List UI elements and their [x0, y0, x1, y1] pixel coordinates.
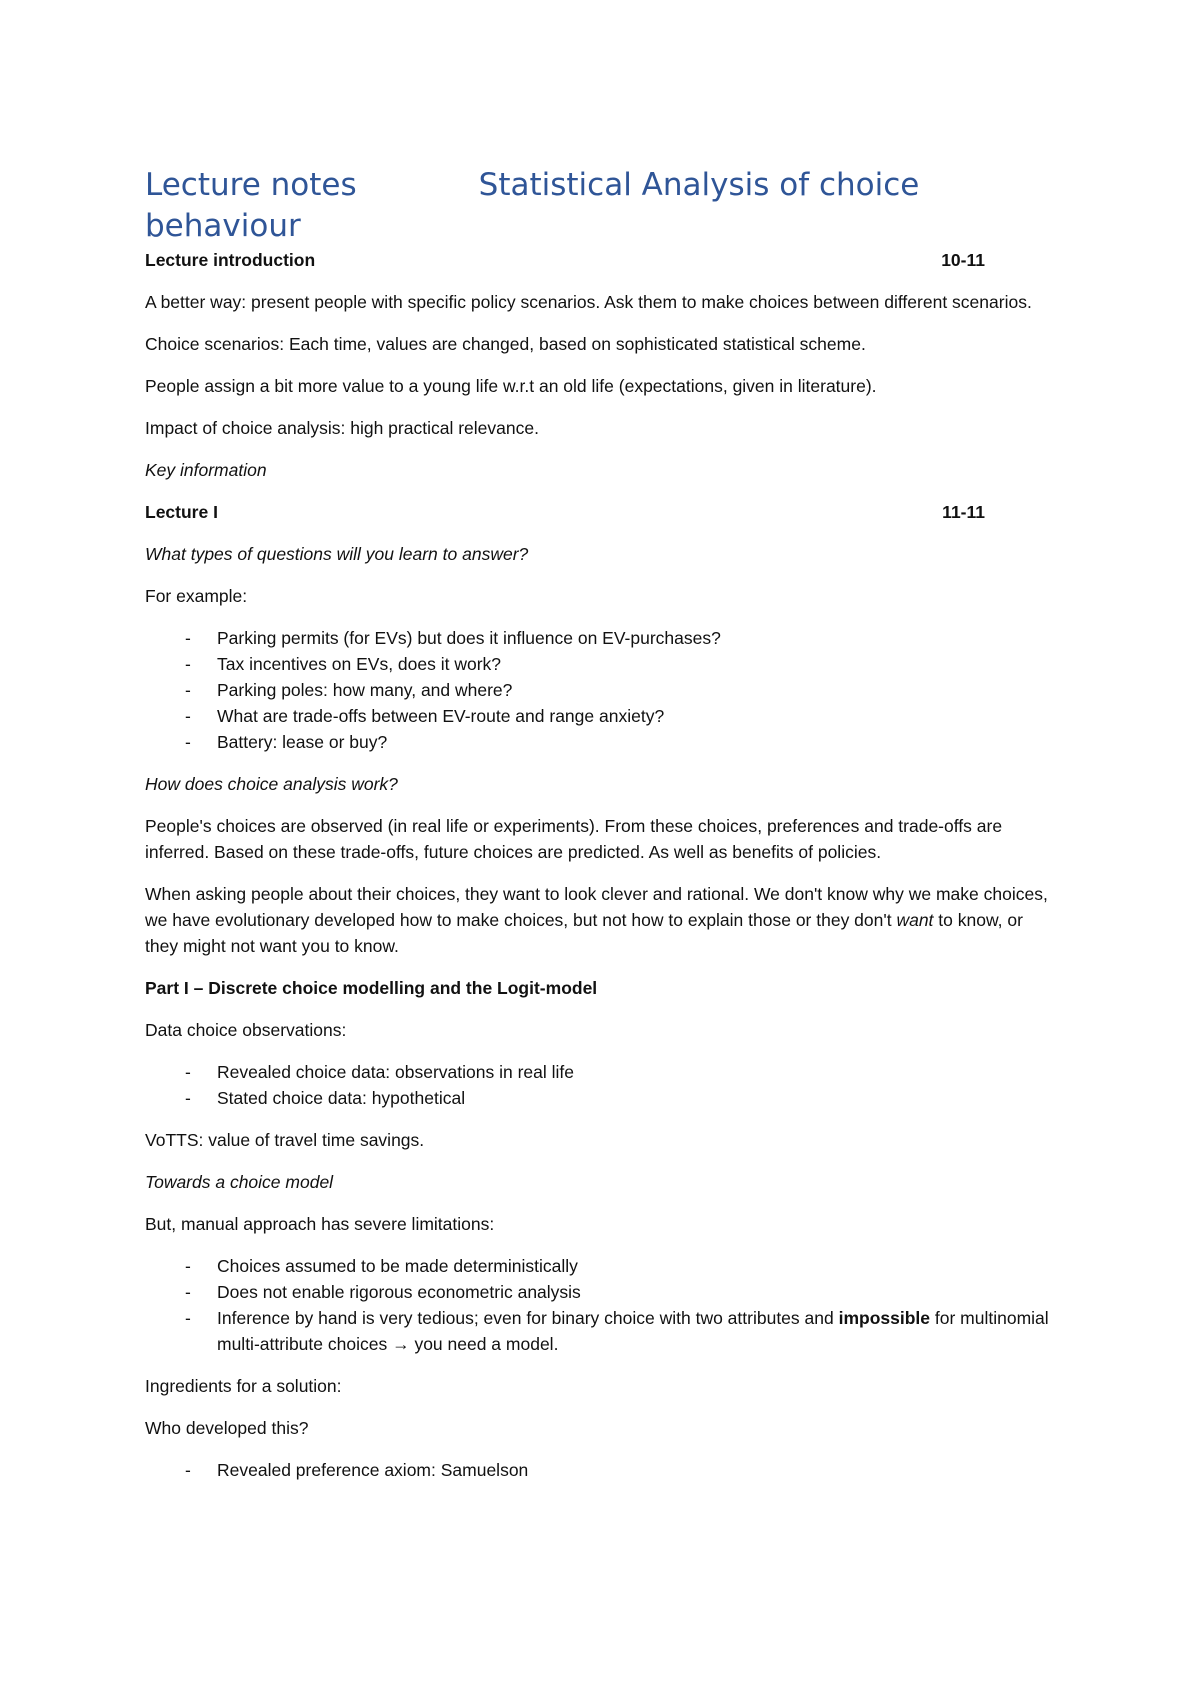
subheading-italic: How does choice analysis work? — [145, 774, 398, 794]
paragraph: Who developed this? — [145, 1418, 309, 1438]
subheading-italic: What types of questions will you learn to answer? — [145, 544, 529, 564]
bullet-list-limitations — [145, 1253, 1055, 1357]
title-right: Statistical Analysis of choice — [478, 167, 920, 203]
list-item: - What are trade-offs between EV-route and range anxiety? — [145, 703, 1055, 729]
heading-date: 11-11 — [942, 502, 985, 522]
document-title — [145, 165, 1055, 247]
paragraph: Data choice observations: — [145, 1020, 347, 1040]
list-item: - Revealed choice data: observations in real life — [145, 1059, 1055, 1085]
paragraph: People's choices are observed (in real life or experiments). From these choices, preferences and trade-offs are inferred. Based on these trade-offs, future choices are predicted. As well as benefits of policies. — [145, 816, 1003, 862]
list-item: - Stated choice data: hypothetical — [145, 1085, 1055, 1111]
section-heading-intro — [145, 247, 985, 273]
dash-bullet: - — [185, 1256, 191, 1276]
dash-bullet: - — [185, 654, 191, 674]
emphasis-bold: impossible — [838, 1308, 931, 1328]
paragraph: A better way: present people with specific policy scenarios. Ask them to make choices between different scenarios. — [145, 292, 1032, 312]
subheading-italic: Towards a choice model — [145, 1172, 334, 1192]
document-page — [145, 165, 1055, 1499]
list-item: - Tax incentives on EVs, does it work? — [145, 651, 1055, 677]
dash-bullet: - — [185, 1460, 191, 1480]
subheading-italic: Key information — [145, 460, 267, 480]
heading-date: 10-11 — [941, 250, 985, 270]
paragraph: For example: — [145, 586, 248, 606]
dash-bullet: - — [185, 1308, 191, 1328]
arrow-right-icon: → — [392, 1334, 410, 1354]
paragraph: Choice scenarios: Each time, values are changed, based on sophisticated statistical scheme. — [145, 334, 866, 354]
heading-text: Lecture introduction — [145, 250, 316, 270]
paragraph: Impact of choice analysis: high practical relevance. — [145, 418, 539, 438]
dash-bullet: - — [185, 680, 191, 700]
paragraph: People assign a bit more value to a young life w.r.t an old life (expectations, given in literature). — [145, 376, 877, 396]
emphasis: want — [896, 910, 934, 930]
paragraph: When asking people about their choices, they want to look clever and rational. We don't know why we make choices, we have evolutionary developed how to make choices, but not how to explain those or they don't want to know, or they might not want you to know. — [145, 884, 1048, 956]
heading-text: Lecture I — [145, 502, 218, 522]
list-item: - Parking permits (for EVs) but does it influence on EV-purchases? — [145, 625, 1055, 651]
dash-bullet: - — [185, 1062, 191, 1082]
list-item: - Inference by hand is very tedious; even for binary choice with two attributes and impossible for multinomial multi-attribute choices → you need a model. — [145, 1305, 1055, 1357]
paragraph: But, manual approach has severe limitations: — [145, 1214, 495, 1234]
title-line2: behaviour — [145, 208, 301, 244]
section-heading-part-1: Part I – Discrete choice modelling and the Logit-model — [145, 978, 598, 998]
dash-bullet: - — [185, 1282, 191, 1302]
paragraph: Ingredients for a solution: — [145, 1376, 342, 1396]
section-heading-lecture-1 — [145, 499, 985, 525]
list-item: - Does not enable rigorous econometric analysis — [145, 1279, 1055, 1305]
paragraph: VoTTS: value of travel time savings. — [145, 1130, 425, 1150]
dash-bullet: - — [185, 1088, 191, 1108]
bullet-list-questions — [145, 625, 1055, 755]
bullet-list-developers — [145, 1457, 1055, 1483]
dash-bullet: - — [185, 732, 191, 752]
list-item: - Parking poles: how many, and where? — [145, 677, 1055, 703]
dash-bullet: - — [185, 706, 191, 726]
list-item: - Battery: lease or buy? — [145, 729, 1055, 755]
list-item: - Choices assumed to be made deterministically — [145, 1253, 1055, 1279]
dash-bullet: - — [185, 628, 191, 648]
list-item: - Revealed preference axiom: Samuelson — [145, 1457, 1055, 1483]
bullet-list-data — [145, 1059, 1055, 1111]
title-left: Lecture notes — [145, 167, 357, 203]
